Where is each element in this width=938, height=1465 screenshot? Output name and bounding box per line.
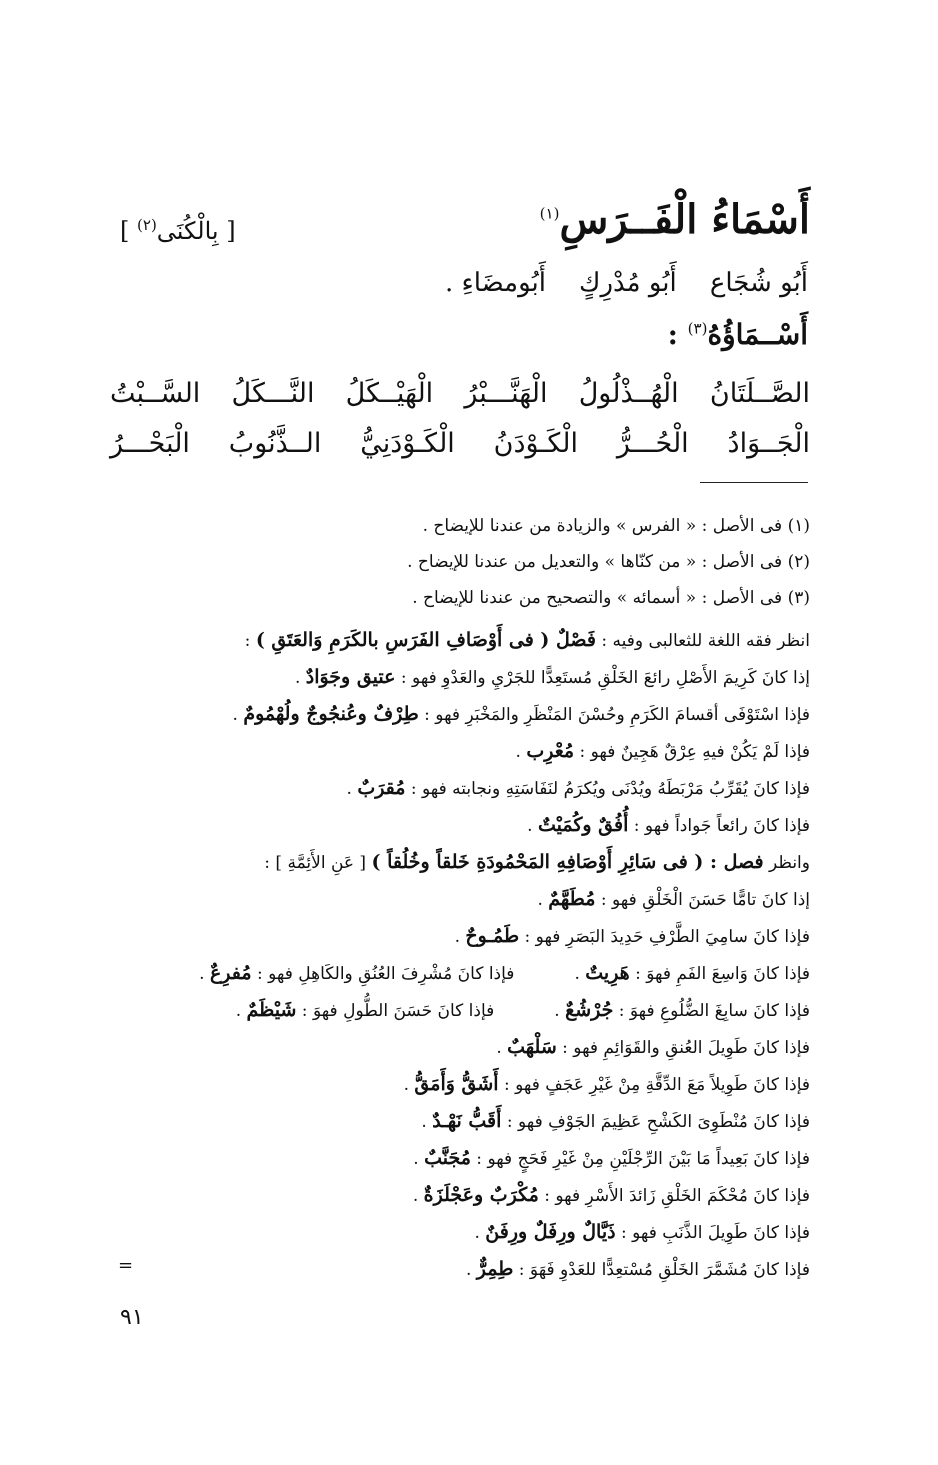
defined-term: طِرْفٌ وعُنجُوجٌ ولُهْمُومٌ xyxy=(243,703,419,725)
excerpt-line xyxy=(90,1140,810,1177)
names-heading-text: أَسْــمَاؤُهُ xyxy=(707,318,808,351)
fiqh-al-lugha-excerpt xyxy=(90,622,810,1288)
excerpt-line xyxy=(90,1066,810,1103)
horse-name: الْحُـــرُّ xyxy=(616,428,689,459)
excerpt-punct: . xyxy=(496,1038,508,1058)
footnote-divider xyxy=(700,482,808,483)
kunya-heading-text: [ بِالْكُنَى xyxy=(156,217,236,245)
defined-term: أَشَقُّ وَأَمَقُّ xyxy=(414,1073,499,1095)
defined-term: مُقرَبٌ xyxy=(357,777,406,799)
horse-name: الْكَـوْدَنِيُّ xyxy=(360,428,455,459)
excerpt-punct: . xyxy=(232,705,244,725)
title-footnote-ref: (١) xyxy=(539,204,560,223)
excerpt-text: فإذا كانَ مُشَمَّرَ الخَلْقِ مُسْتعِدًّا للعَدْوِ فَهَوَ : xyxy=(513,1260,810,1280)
excerpt-text: فإذا كانَ حَسَنَ الطُّولِ فهوَ : xyxy=(296,1001,495,1021)
excerpt-text: فإذا لَمْ يَكُنْ فيهِ عِرْقٌ هَجِينٌ فهو : xyxy=(574,742,810,762)
defined-term: فصل : ( فى سَائِرِ أَوْصَافِهِ المَحْمُودَةِ خَلقاً وخُلُقاً ) xyxy=(371,851,764,873)
names-row-2 xyxy=(110,428,810,459)
chapter-title-text: أَسْمَاءُ الْفَــرَسِ xyxy=(559,196,810,243)
defined-term: مُجَنَّبٌ xyxy=(424,1147,471,1169)
excerpt-line xyxy=(90,1177,810,1214)
excerpt-line xyxy=(90,1029,810,1066)
excerpt-punct: . xyxy=(403,1075,415,1095)
horse-name: السَّــبْتُ xyxy=(110,378,201,409)
names-heading-colon: : xyxy=(667,318,678,351)
excerpt-punct: : xyxy=(244,631,256,651)
defined-term: أُفُقٌ وكُمَيْتٌ xyxy=(537,814,629,836)
excerpt-line xyxy=(90,992,810,1029)
excerpt-text: فإذا كانَ يُقَرِّبُ مَرْبَطَهُ ويُدْنَى ويُكرَمُ لنَفَاسَتِهِ ونجابته فهو : xyxy=(405,779,810,799)
excerpt-text: فإذا كانَ سابِغَ الضُّلُوعِ فهوَ : xyxy=(613,1001,810,1021)
excerpt-text: فإذا كانَ مُنْطَوِىَ الكَشْحِ عَظِيمَ الجَوْفِ فهو : xyxy=(501,1112,810,1132)
defined-term: مُفرِعٌ xyxy=(209,962,252,984)
excerpt-line xyxy=(90,622,810,659)
defined-term: مُكْرَبٌ وعَجْلَزَةٌ xyxy=(423,1184,539,1206)
defined-term: مُطَهَّمٌ xyxy=(548,888,596,910)
excerpt-punct: . xyxy=(294,668,306,688)
excerpt-punct: . xyxy=(454,927,466,947)
footnotes xyxy=(110,508,810,616)
excerpt-punct: . xyxy=(235,1001,247,1021)
excerpt-text: فإذا كانَ وَاسِعَ الفَمِ فهوَ : xyxy=(629,964,810,984)
names-row-1 xyxy=(110,378,810,409)
excerpt-punct: . xyxy=(346,779,358,799)
excerpt-line xyxy=(90,659,810,696)
defined-term: أَقَبُّ نَهْـدٌ xyxy=(432,1110,502,1132)
excerpt-text: وانظر xyxy=(763,853,810,873)
excerpt-text: إذا كانَ كَرِيمَ الأَصْلِ رائعَ الخَلْقِ مُستَعِدًّا للجَرْيِ والعَدْوِ فهو : xyxy=(395,668,810,688)
excerpt-line xyxy=(90,844,810,881)
horse-name: الــذَّنُوبُ xyxy=(228,428,322,459)
excerpt-text: فإذا كانَ مُحْكَمَ الخَلْقِ زَائدَ الأَسْرِ فهو : xyxy=(538,1186,810,1206)
horse-name: الْكَـوْدَنُ xyxy=(493,428,579,459)
defined-term: طِمِرٌّ xyxy=(476,1258,514,1280)
excerpt-punct: . xyxy=(199,964,210,984)
horse-name: الصَّــلَتَانُ xyxy=(709,378,810,409)
excerpt-punct: . xyxy=(412,1186,424,1206)
excerpt-line xyxy=(90,1214,810,1251)
defined-term: مُعْرِب xyxy=(526,740,575,762)
excerpt-punct: . xyxy=(574,964,586,984)
defined-term: ذَيَّالٌ ورِفَلٌ ورِفَنٌ xyxy=(485,1221,616,1243)
excerpt-punct: . xyxy=(515,742,527,762)
excerpt-punct: [ عَنِ الأَئِمَّةِ ] : xyxy=(264,853,372,873)
excerpt-text: انظر فقه اللغة للثعالبى وفيه : xyxy=(596,631,810,651)
defined-term: جُرْشُعٌ xyxy=(565,999,614,1021)
excerpt-line xyxy=(90,807,810,844)
excerpt-line xyxy=(90,918,810,955)
horse-name: الْجَــوَادُ xyxy=(727,428,810,459)
defined-term: فَصْلٌ ( فى أَوْصَافِ الفَرَسِ بالكَرَمِ وَالعَتَقِ ) xyxy=(255,629,596,651)
footnote: (٢) فى الأصل : « من كنّاها » والتعديل من عندنا للإيضاح . xyxy=(407,552,810,572)
defined-term: طَمُـوحٌ xyxy=(465,925,520,947)
excerpt-line xyxy=(90,881,810,918)
excerpt-text: فإذا كانَ طَوِيلاً مَعَ الدِّقَّةِ مِنْ غَيْرِ عَجَفٍ فهو : xyxy=(498,1075,810,1095)
excerpt-text: فإذا كانَ طَوِيلَ العُنقِ والقَوَائِمِ فهو : xyxy=(556,1038,810,1058)
footnote: (٣) فى الأصل : « أسمائه » والتصحيح من عندنا للإيضاح . xyxy=(412,588,810,608)
horse-name: الْبَحْـــرُ xyxy=(110,428,190,459)
horse-name: الْهَيْــكَلُ xyxy=(345,378,434,409)
page-number: ٩١ xyxy=(120,1305,144,1330)
kunya-footnote-ref: (٢) xyxy=(137,216,157,234)
excerpt-line xyxy=(90,1103,810,1140)
excerpt-punct: . xyxy=(421,1112,433,1132)
excerpt-line xyxy=(90,955,810,992)
defined-term: شَيْظَمٌ xyxy=(246,999,297,1021)
defined-term: عتيق وجَوَادٌ xyxy=(305,666,396,688)
excerpt-text: إذا كانَ تامًّا حَسَنَ الْخَلْقِ فهو : xyxy=(595,890,810,910)
footnote: (١) فى الأصل : « الفرس » والزيادة من عندنا للإيضاح . xyxy=(422,516,810,536)
names-footnote-ref: (٣) xyxy=(687,319,708,338)
excerpt-text: فإذا كانَ طَوِيلَ الذَّنَبِ فهو : xyxy=(615,1223,810,1243)
excerpt-text: فإذا كانَ مُشْرِفَ العُنُقِ والكَاهِلِ فهو : xyxy=(251,964,515,984)
continuation-mark: = xyxy=(118,1255,134,1276)
defined-term: سَلْهَبٌ xyxy=(507,1036,557,1058)
kunya-list: أَبُو شُجَاع أَبُو مُدْرِكٍ أَبُومضَاءِ . xyxy=(444,268,808,298)
excerpt-punct: . xyxy=(527,816,538,836)
chapter-title xyxy=(540,196,810,243)
kunya-heading xyxy=(120,216,236,245)
excerpt-text: فإذا كانَ سامِيَ الطَّرْفِ حَدِيدَ البَصَرِ فهو : xyxy=(519,927,810,947)
excerpt-punct: . xyxy=(474,1223,486,1243)
kunya-heading-close: ] xyxy=(120,217,130,245)
excerpt-punct: . xyxy=(537,890,549,910)
defined-term: هَرِيتٌ xyxy=(585,962,630,984)
excerpt-line xyxy=(90,1251,810,1288)
excerpt-line xyxy=(90,733,810,770)
horse-name: الْهَنَّـــبْرُ xyxy=(464,378,548,409)
excerpt-line xyxy=(90,696,810,733)
names-heading xyxy=(668,318,808,351)
excerpt-punct: . xyxy=(465,1260,477,1280)
excerpt-text: فإذا اسْتَوْفَى أقسامَ الكَرَمِ وحُسْنَ المَنْظَرِ والمَخْبَرِ فهو : xyxy=(418,705,810,725)
excerpt-punct: . xyxy=(413,1149,425,1169)
excerpt-punct: . xyxy=(554,1001,566,1021)
excerpt-line xyxy=(90,770,810,807)
excerpt-text: فإذا كانَ بَعِيداً مَا بَيْنَ الرِّجْلَيْنِ مِنْ غَيْرِ فَحَجٍ فهو : xyxy=(470,1149,810,1169)
horse-name: النَّـــكَلُ xyxy=(231,378,315,409)
horse-name: الْهُــذْلُولُ xyxy=(578,378,679,409)
excerpt-text: فإذا كانَ رائعاً جَواداً فهو : xyxy=(628,816,810,836)
title-row xyxy=(110,196,810,266)
